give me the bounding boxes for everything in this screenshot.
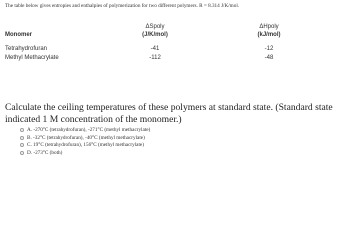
question-text: Calculate the ceiling temperatures of these polymers at standard state. (Standard state indicated 1 M concentration of the monomer.)	[5, 102, 333, 125]
row-monomer: Methyl Methacrylate	[5, 55, 59, 61]
option-label: B. -32°C (tetrahydrofuran), -40°C (methyl methacrylate)	[27, 134, 145, 141]
enthalpy-unit: (kJ/mol)	[257, 32, 281, 38]
enthalpy-header: ΔHpoly	[259, 24, 279, 30]
row-enthalpy: -12	[264, 46, 274, 52]
intro-text: The table below gives entropies and enthalpies of polymerization for two different polymers. R = 8.314 J/K/mol.	[5, 3, 240, 9]
option-c[interactable]	[20, 142, 144, 148]
radio-button[interactable]	[20, 136, 24, 140]
option-a[interactable]	[20, 127, 150, 133]
entropy-header: ΔSpoly	[145, 24, 165, 30]
option-label: A. -270°C (tetrahydrofuran), -271°C (methyl methacrylate)	[27, 127, 151, 133]
row-entropy: -112	[149, 55, 161, 61]
row-entropy: -41	[150, 46, 160, 52]
row-enthalpy: -48	[264, 55, 274, 61]
monomer-column-header: Monomer	[5, 32, 32, 38]
option-label: D. -273°C (both)	[27, 149, 63, 156]
option-d[interactable]	[20, 150, 62, 156]
option-label: C. 19°C (tetrahydrofuran), 156°C (methyl methacrylate)	[27, 142, 144, 148]
radio-button[interactable]	[20, 143, 24, 147]
entropy-unit: (J/K/mol)	[142, 32, 168, 38]
radio-button[interactable]	[20, 151, 24, 155]
option-b[interactable]	[20, 135, 145, 141]
row-monomer: Tetrahydrofuran	[5, 46, 48, 52]
radio-button[interactable]	[20, 128, 24, 132]
